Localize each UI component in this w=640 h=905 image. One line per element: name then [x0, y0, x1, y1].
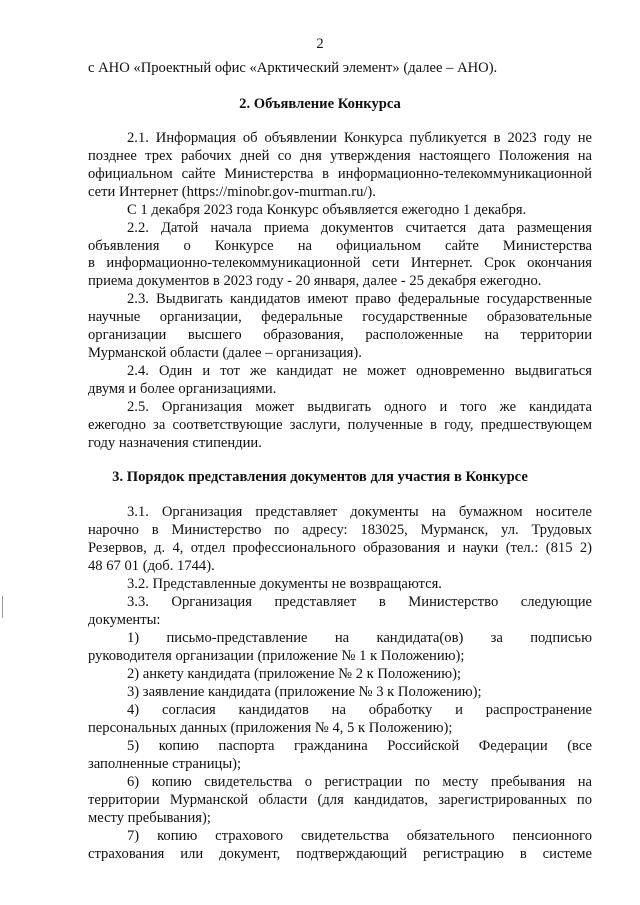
- text-line: 7) копию страхового свидетельства обязательного пенсионного: [127, 828, 592, 844]
- text-line: 2) анкету кандидата (приложение № 2 к Положению);: [127, 666, 462, 682]
- text-line: С 1 декабря 2023 года Конкурс объявляется ежегодно 1 декабря.: [127, 202, 527, 218]
- text-line: 2.3. Выдвигать кандидатов имеют право федеральные государственные: [127, 291, 592, 307]
- text-line: в информационно-телекоммуникационной сети Интернет. Срок окончания: [88, 255, 592, 271]
- text-line: 3) заявление кандидата (приложение № 3 к Положению);: [127, 684, 482, 700]
- page-number: 2: [316, 36, 324, 52]
- scan-mark: [2, 596, 3, 618]
- text-line: месту пребывания);: [88, 810, 211, 826]
- text-line: 3.2. Представленные документы не возвращаются.: [127, 576, 442, 592]
- text-line: персональных данных (приложения № 4, 5 к Положению);: [88, 720, 453, 736]
- text-line: 48 67 01 (доб. 1744).: [88, 558, 215, 574]
- text-line: научные организации, федеральные государственные образовательные: [88, 309, 592, 325]
- text-line: ежегодно за соответствующие заслуги, полученные в году, предшествующем: [88, 417, 592, 433]
- text-line: территории Мурманской области (для кандидатов, зарегистрированных по: [88, 792, 592, 808]
- text-line: 3.1. Организация представляет документы на бумажном носителе: [127, 504, 592, 520]
- text-line: 6) копию свидетельства о регистрации по месту пребывания на: [127, 774, 592, 790]
- text-line: заполненные страницы);: [88, 756, 242, 772]
- text-line: документы:: [88, 612, 161, 628]
- text-line: Резервов, д. 4, отдел профессионального образования и науки (тел.: (815 2): [88, 540, 592, 556]
- text-line: 4) согласия кандидатов на обработку и распространение: [127, 702, 592, 718]
- text-line: руководителя организации (приложение № 1 к Положению);: [88, 648, 465, 664]
- text-line: нарочно в Министерство по адресу: 183025, Мурманск, ул. Трудовых: [88, 522, 592, 538]
- text-line: 3.3. Организация представляет в Министерство следующие: [127, 594, 592, 610]
- text-line: объявления о Конкурсе на официальном сайте Министерства: [88, 238, 592, 254]
- text-line: 1) письмо-представление на кандидата(ов) за подписью: [127, 630, 592, 646]
- text-line: страхования или документ, подтверждающий регистрацию в системе: [88, 846, 592, 862]
- section-heading: 3. Порядок представления документов для участия в Конкурсе: [112, 469, 528, 485]
- text-line: году назначения стипендии.: [88, 435, 262, 451]
- text-line: 2.1. Информация об объявлении Конкурса публикуется в 2023 году не: [127, 130, 592, 146]
- text-line: 2.5. Организация может выдвигать одного и того же кандидата: [127, 399, 592, 415]
- text-line: двумя и более организациями.: [88, 381, 277, 397]
- text-line: 2.4. Один и тот же кандидат не может одновременно выдвигаться: [127, 363, 592, 379]
- text-line: с АНО «Проектный офис «Арктический элемент» (далее – АНО).: [88, 60, 498, 76]
- text-line: официальном сайте Министерства в информационно-телекоммуникационной: [88, 166, 592, 182]
- text-line: позднее трех рабочих дней со дня утверждения настоящего Положения на: [88, 148, 592, 164]
- text-line: приема документов в 2023 году - 20 января, далее - 25 декабря ежегодно.: [88, 273, 542, 289]
- text-line: 2.2. Датой начала приема документов считается дата размещения: [127, 220, 592, 236]
- text-line: Мурманской области (далее – организация).: [88, 345, 362, 361]
- section-heading: 2. Объявление Конкурса: [239, 96, 401, 112]
- text-line: организации высшего образования, расположенные на территории: [88, 327, 592, 343]
- text-line: 5) копию паспорта гражданина Российской Федерации (все: [127, 738, 592, 754]
- text-line: сети Интернет (https://minobr.gov-murman.ru/).: [88, 184, 376, 200]
